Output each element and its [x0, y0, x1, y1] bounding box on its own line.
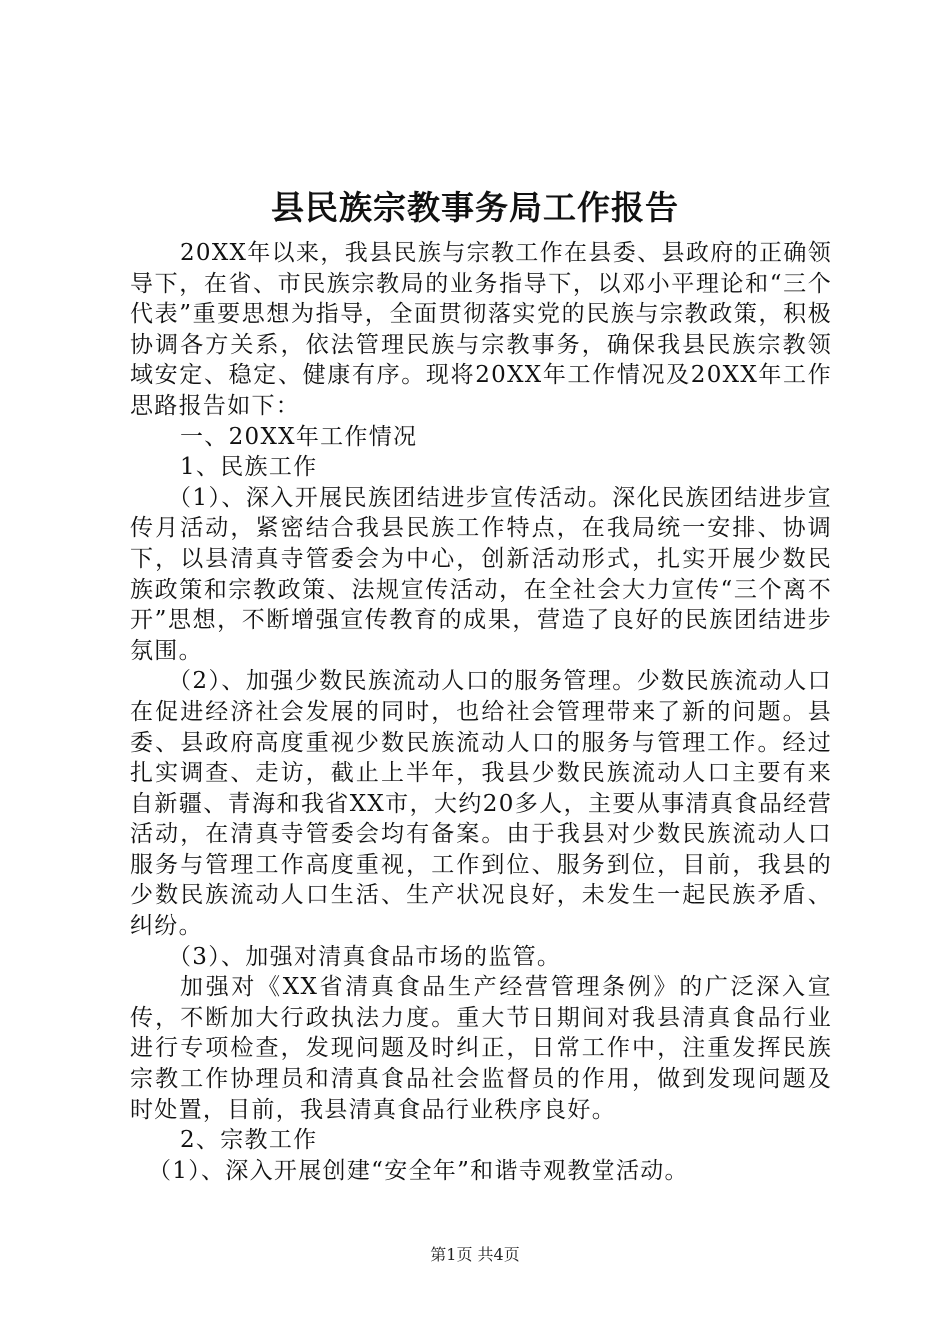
paragraph-ethnic-unity: （1）、深入开展民族团结进步宣传活动。深化民族团结进步宣传月活动，紧密结合我县民族工作特点，在我局统一安排、协调下，以县清真寺管委会为中心，创新活动形式，扎实开展少数民族政策和宗教政策、法规宣传活动，在全社会大力宣传“三个离不开”思想，不断增强宣传教育的成果，营造了良好的民族团结进步氛围。: [130, 484, 832, 664]
paragraph-floating-population: （2）、加强少数民族流动人口的服务管理。少数民族流动人口在促进经济社会发展的同时，也给社会管理带来了新的问题。县委、县政府高度重视少数民族流动人口的服务与管理工作。经过扎实调查、走访，截止上半年，我县少数民族流动人口主要有来自新疆、青海和我省XX市，大约20多人，主要从事清真食品经营活动，在清真寺管委会均有备案。由于我县对少数民族流动人口服务与管理工作高度重视，工作到位、服务到位，目前，我县的少数民族流动人口生活、生产状况良好，未发生一起民族矛盾、纠纷。: [130, 668, 832, 940]
paragraph-halal-market-heading: （3）、加强对清真食品市场的监管。: [168, 943, 562, 970]
paragraph-safe-year-campaign: （1）、深入开展创建“安全年”和谐寺观教堂活动。: [148, 1157, 689, 1184]
intro-paragraph: 20XX年以来，我县民族与宗教工作在县委、县政府的正确领导下，在省、市民族宗教局的业务指导下，以邓小平理论和“三个代表”重要思想为指导，全面贯彻落实党的民族与宗教政策，积极协调各方关系，依法管理民族与宗教事务，确保我县民族宗教领域安定、稳定、健康有序。现将20XX年工作情况及20XX年工作思路报告如下：: [130, 240, 832, 419]
section-heading-work-status: 一、20XX年工作情况: [180, 423, 418, 450]
subsection-heading-religious-work: 2、宗教工作: [180, 1127, 318, 1154]
paragraph-halal-regulation: 加强对《XX省清真食品生产经营管理条例》的广泛深入宣传，不断加大行政执法力度。重大节日期间对我县清真食品行业进行专项检查，发现问题及时纠正，日常工作中，注重发挥民族宗教工作协理员和清真食品社会监督员的作用，做到发现问题及时处置，目前，我县清真食品行业秩序良好。: [130, 974, 832, 1123]
document-body: [130, 238, 832, 1186]
subsection-heading-ethnic-work: 1、民族工作: [180, 454, 318, 481]
document-title: 县民族宗教事务局工作报告: [271, 188, 679, 227]
page-footer: 第1页 共4页: [430, 1245, 520, 1264]
